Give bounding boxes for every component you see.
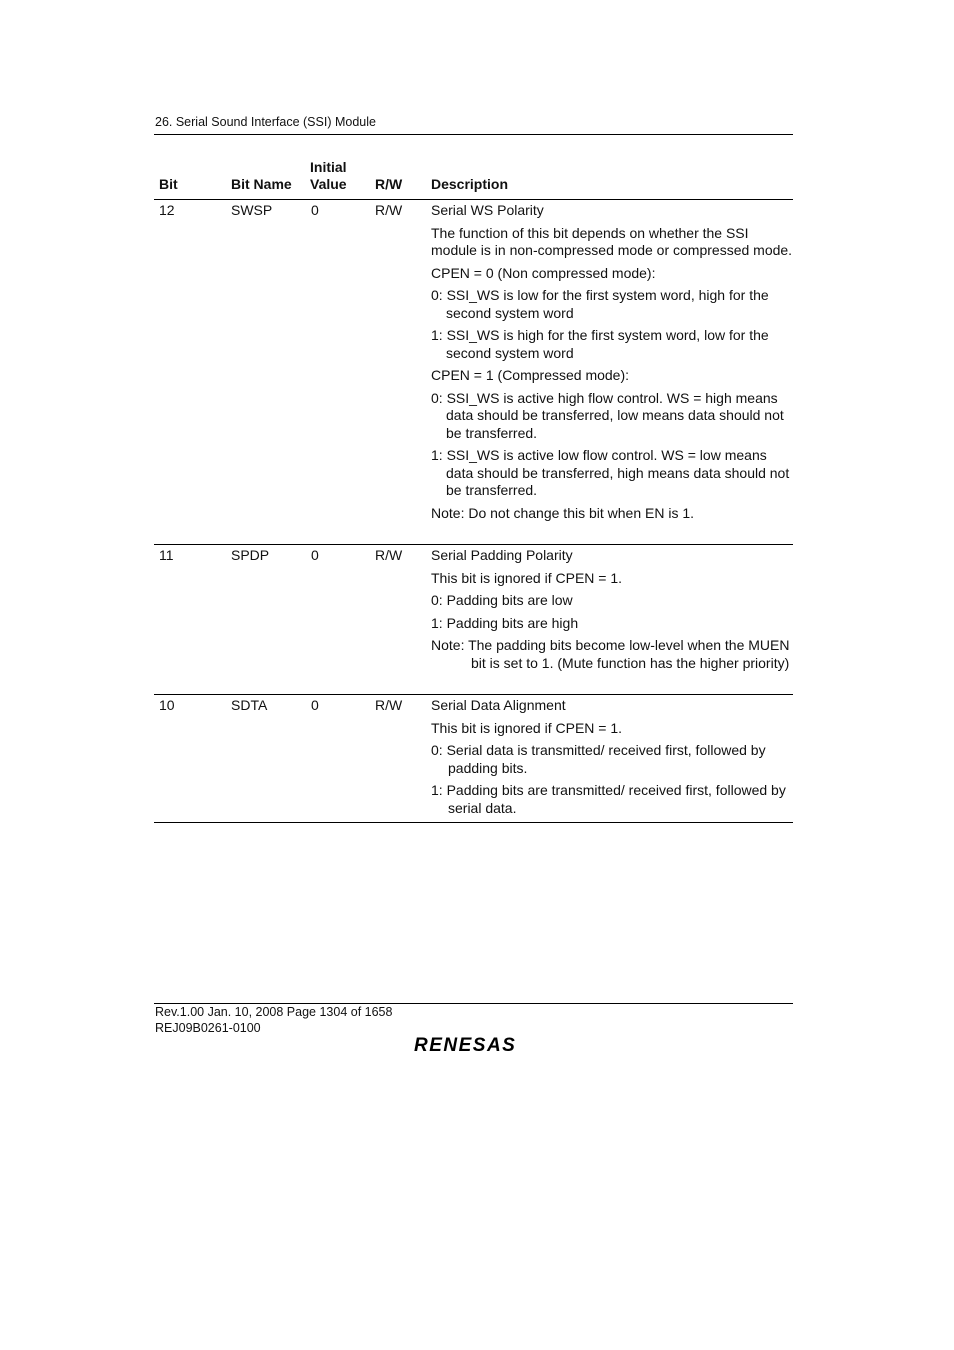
row-description xyxy=(431,202,793,527)
row-divider xyxy=(154,694,793,695)
row-bit-name: SWSP xyxy=(231,202,273,218)
desc-line: 1: Padding bits are high xyxy=(431,614,579,631)
col-bit: Bit xyxy=(159,176,178,192)
logo-text: RENESAS xyxy=(414,1035,517,1055)
row-description xyxy=(431,697,793,822)
desc-line: 0: Padding bits are low xyxy=(431,592,573,608)
row-bit: 11 xyxy=(159,547,174,563)
row-rw: R/W xyxy=(375,697,403,713)
desc-line: This bit is ignored if CPEN = 1. xyxy=(431,569,623,586)
desc-line: Serial Data Alignment xyxy=(431,697,566,713)
desc-line: Note: The padding bits become low-level when the MUEN bit is set to 1. (Mute function has the higher priority) xyxy=(431,637,790,671)
desc-line: 0: SSI_WS is low for the first system word, high for the second system word xyxy=(431,287,769,321)
col-rw: R/W xyxy=(375,176,403,192)
col-initial-line2: Value xyxy=(310,176,347,192)
footer-rule xyxy=(154,1003,793,1004)
col-initial-line1: Initial xyxy=(310,159,347,175)
renesas-logo xyxy=(414,1033,534,1055)
row-rw: R/W xyxy=(375,202,403,218)
row-bit: 12 xyxy=(159,202,175,218)
row-rw: R/W xyxy=(375,547,403,563)
desc-line: 0: SSI_WS is active high flow control. WS = high means data should be transferred, low means data should not be transferred. xyxy=(431,389,784,441)
col-description: Description xyxy=(431,176,509,192)
row-bit: 10 xyxy=(159,697,175,713)
desc-line: 1: SSI_WS is high for the first system word, low for the second system word xyxy=(431,327,769,361)
desc-line: 0: Serial data is transmitted/ received first, followed by padding bits. xyxy=(431,742,766,776)
header-rule xyxy=(154,134,793,135)
row-initial-value: 0 xyxy=(311,202,319,218)
row-bit-name: SPDP xyxy=(231,547,270,563)
row-divider xyxy=(154,544,793,545)
desc-line: Note: Do not change this bit when EN is 1. xyxy=(431,504,695,521)
footer-doc-number: REJ09B0261-0100 xyxy=(155,1020,261,1035)
running-header: 26. Serial Sound Interface (SSI) Module xyxy=(155,115,376,129)
col-bit-name: Bit Name xyxy=(231,176,292,192)
footer-revision: Rev.1.00 Jan. 10, 2008 Page 1304 of 1658 xyxy=(155,1005,393,1019)
desc-line: 1: SSI_WS is active low flow control. WS = low means data should be transferred, high means data should not be transferred. xyxy=(431,447,790,498)
desc-line: This bit is ignored if CPEN = 1. xyxy=(431,719,623,736)
row-description xyxy=(431,547,793,677)
table-header-rule xyxy=(154,199,793,200)
row-initial-value: 0 xyxy=(311,697,319,713)
desc-line: The function of this bit depends on whether the SSI module is in non-compressed mode or compressed mode. xyxy=(431,224,793,258)
desc-line: CPEN = 0 (Non compressed mode): xyxy=(431,264,656,281)
footer-info xyxy=(155,1005,392,1036)
desc-line: Serial Padding Polarity xyxy=(431,547,573,563)
desc-line: Serial WS Polarity xyxy=(431,202,544,218)
table-bottom-rule xyxy=(154,822,793,823)
row-bit-name: SDTA xyxy=(231,697,268,713)
row-initial-value: 0 xyxy=(311,547,319,563)
desc-line: 1: Padding bits are transmitted/ received first, followed by serial data. xyxy=(431,782,786,816)
desc-line: CPEN = 1 (Compressed mode): xyxy=(431,367,630,383)
